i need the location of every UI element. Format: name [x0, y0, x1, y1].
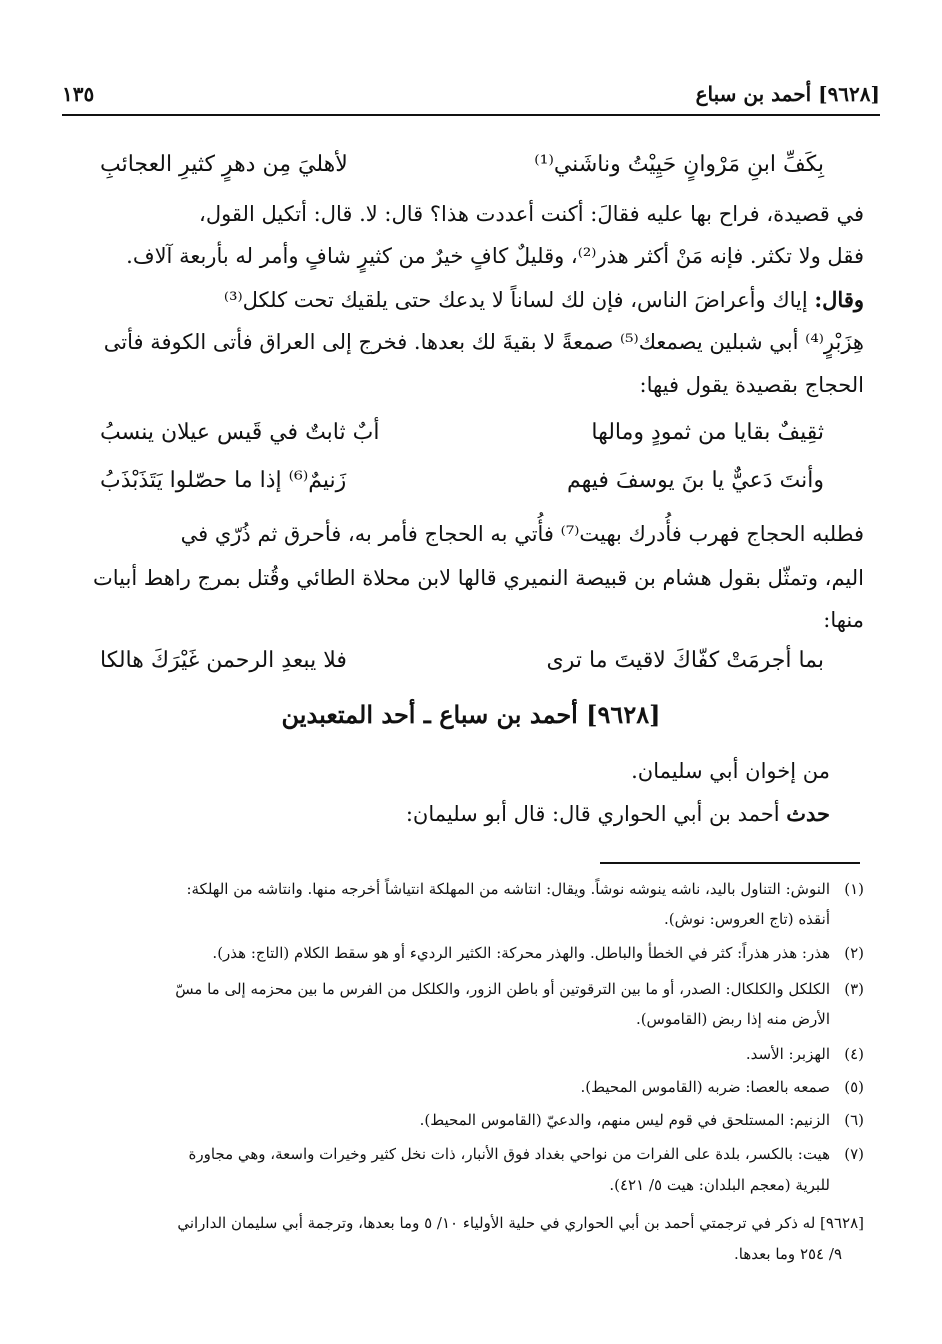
verse-second-hemistich: زَنيمٌ⁽⁶⁾ إذا ما حصّلوا يَتَذَبْذَبُ	[100, 468, 347, 493]
footnote-continuation: الأرض منه إذا ربض (القاموس).	[635, 1010, 830, 1028]
text-line: في قصيدة، فراح بها عليه فقالَ: أكنت أعددت هذا؟ قال: لا. قال: أتكيل القول،	[199, 202, 864, 226]
text-line: فقل ولا تكثر. فإنه مَنْ أكثر هذر⁽²⁾، وقليلٌ كافٍ خيرٌ من كثيرٍ شافٍ وأمر له بأربعة آلاف.	[126, 244, 864, 268]
footnote-text: الهزبر: الأسد.	[745, 1045, 830, 1063]
narration-keyword: حدث	[786, 801, 830, 826]
footnote-continuation: للبرية (معجم البلدان: هيت ٥/ ٤٢١).	[609, 1176, 830, 1194]
verse-first-hemistich: بما أجرمَتْ كفّاكَ لاقيتَ ما ترى	[546, 648, 824, 673]
footnote-separator	[600, 862, 860, 864]
footnote-text: النوش: التناول باليد، ناشه ينوشه نوشاً. ويقال: انتاشه من المهلكة انتياشاً أخرجه منها. وانتاشه من الهلكة:	[186, 880, 830, 898]
text-line: هِزَبْرٍ⁽⁴⁾ أبي شبلين يصمعك⁽⁵⁾ صمعةً لا بقيةَ لك بعدها. فخرج إلى العراق فأتى الكوفة فأتى	[103, 330, 864, 354]
footnote-text: الكلكل والكلكال: الصدر، أو ما بين الترقوتين أو باطن الزور، والكلكل من الفرس ما بين محزمه إلى ما مسّ	[175, 980, 830, 998]
footnote-number: (٣)	[844, 980, 864, 998]
running-header	[62, 80, 880, 116]
text-line	[62, 283, 864, 317]
footnote-number: (٥)	[844, 1078, 864, 1096]
verse-second-hemistich: لأهليَ مِن دهرٍ كثيرِ العجائبِ	[100, 152, 348, 177]
page-number: ١٣٥	[62, 82, 95, 106]
text-line: اليم، وتمثّل بقول هشام بن قبيصة النميري قالها لابن محلاة الطائي وقُتل بمرج راهط أبيات	[93, 566, 864, 590]
entry-heading: [٩٦٢٨] أحمد بن سباع ـ أحد المتعبدين	[281, 700, 661, 729]
footnote-number: (٤)	[844, 1045, 864, 1063]
footnote	[62, 876, 864, 902]
text-span: إياك وأعراضَ الناس، فإن لك لساناً لا يدعك حتى يلقيك تحت كلكل⁽³⁾	[223, 288, 808, 312]
text-span: أحمد بن أبي الحواري قال: قال أبو سليمان:	[405, 802, 787, 826]
verse-first-hemistich: وأنتَ دَعيٌّ يا بنَ يوسفَ فيهم	[566, 468, 824, 493]
text-line: الحجاج بقصيدة يقول فيها:	[639, 373, 864, 397]
footnote-text: هذر: هذر هذراً: كثر في الخطأ والباطل. والهذر محركة: الكثير الرديء أو هو سقط الكلام (التاج: هذر).	[212, 944, 830, 962]
footnote-number: (١)	[844, 880, 864, 898]
entry-note-continuation: ٩/ ٢٥٤ وما بعدها.	[734, 1245, 842, 1263]
footnote-text: هيت: بالكسر، بلدة على الفرات من نواحي بغداد فوق الأنبار، ذات نخل كثير وخيرات واسعة، وهي مجاورة	[188, 1145, 830, 1163]
footnote	[62, 1107, 864, 1133]
footnote	[62, 1074, 864, 1100]
footnote-number: (٧)	[844, 1145, 864, 1163]
entry-note: [٩٦٢٨] له ذكر في ترجمتي أحمد بن أبي الحواري في حلية الأولياء ١٠/ ٥ وما بعدها، وترجمة أبي سليمان الداراني	[177, 1214, 864, 1232]
footnote-number: (٦)	[844, 1111, 864, 1129]
text-line: فطلبه الحجاج فهرب فأُدرك بهيت⁽⁷⁾ فأُتي به الحجاج فأمر به، فأحرق ثم ذُرّي في	[180, 522, 864, 546]
footnote-text: الزنيم: المستلحق في قوم ليس منهم، والدعيّ (القاموس المحيط).	[419, 1111, 830, 1129]
verse-first-hemistich: ثقِيفٌ بقايا من ثمودٍ ومالها	[591, 420, 824, 445]
running-title: [٩٦٢٨] أحمد بن سباع	[695, 82, 880, 106]
footnote-text: صمعه بالعصا: ضربه (القاموس المحيط).	[580, 1078, 830, 1096]
verse-second-hemistich: فلا يبعدِ الرحمن غَيْرَكَ هالكا	[100, 648, 347, 673]
footnote-continuation: أنقذه (تاج العروس: نوش).	[664, 910, 830, 928]
footnote	[62, 1141, 864, 1167]
verse-line	[100, 152, 824, 190]
text-line: منها:	[823, 608, 864, 632]
verse-line	[100, 420, 824, 458]
footnote-number: (٢)	[844, 944, 864, 962]
verse-first-hemistich: بِكَفِّ ابنِ مَرْوانٍ حَيِيْتُ وناشَني⁽¹⁾	[534, 152, 824, 177]
verse-line	[100, 468, 824, 506]
speech-keyword: وقال:	[814, 287, 864, 312]
verse-second-hemistich: أبٌ ثابتٌ في قَيس عيلان ينسبُ	[100, 420, 380, 445]
footnote	[62, 976, 864, 1002]
entry-intro: من إخوان أبي سليمان.	[631, 759, 830, 783]
entry-narration	[62, 797, 830, 831]
footnote	[62, 1041, 864, 1067]
verse-line	[100, 648, 824, 686]
footnote	[62, 940, 864, 966]
